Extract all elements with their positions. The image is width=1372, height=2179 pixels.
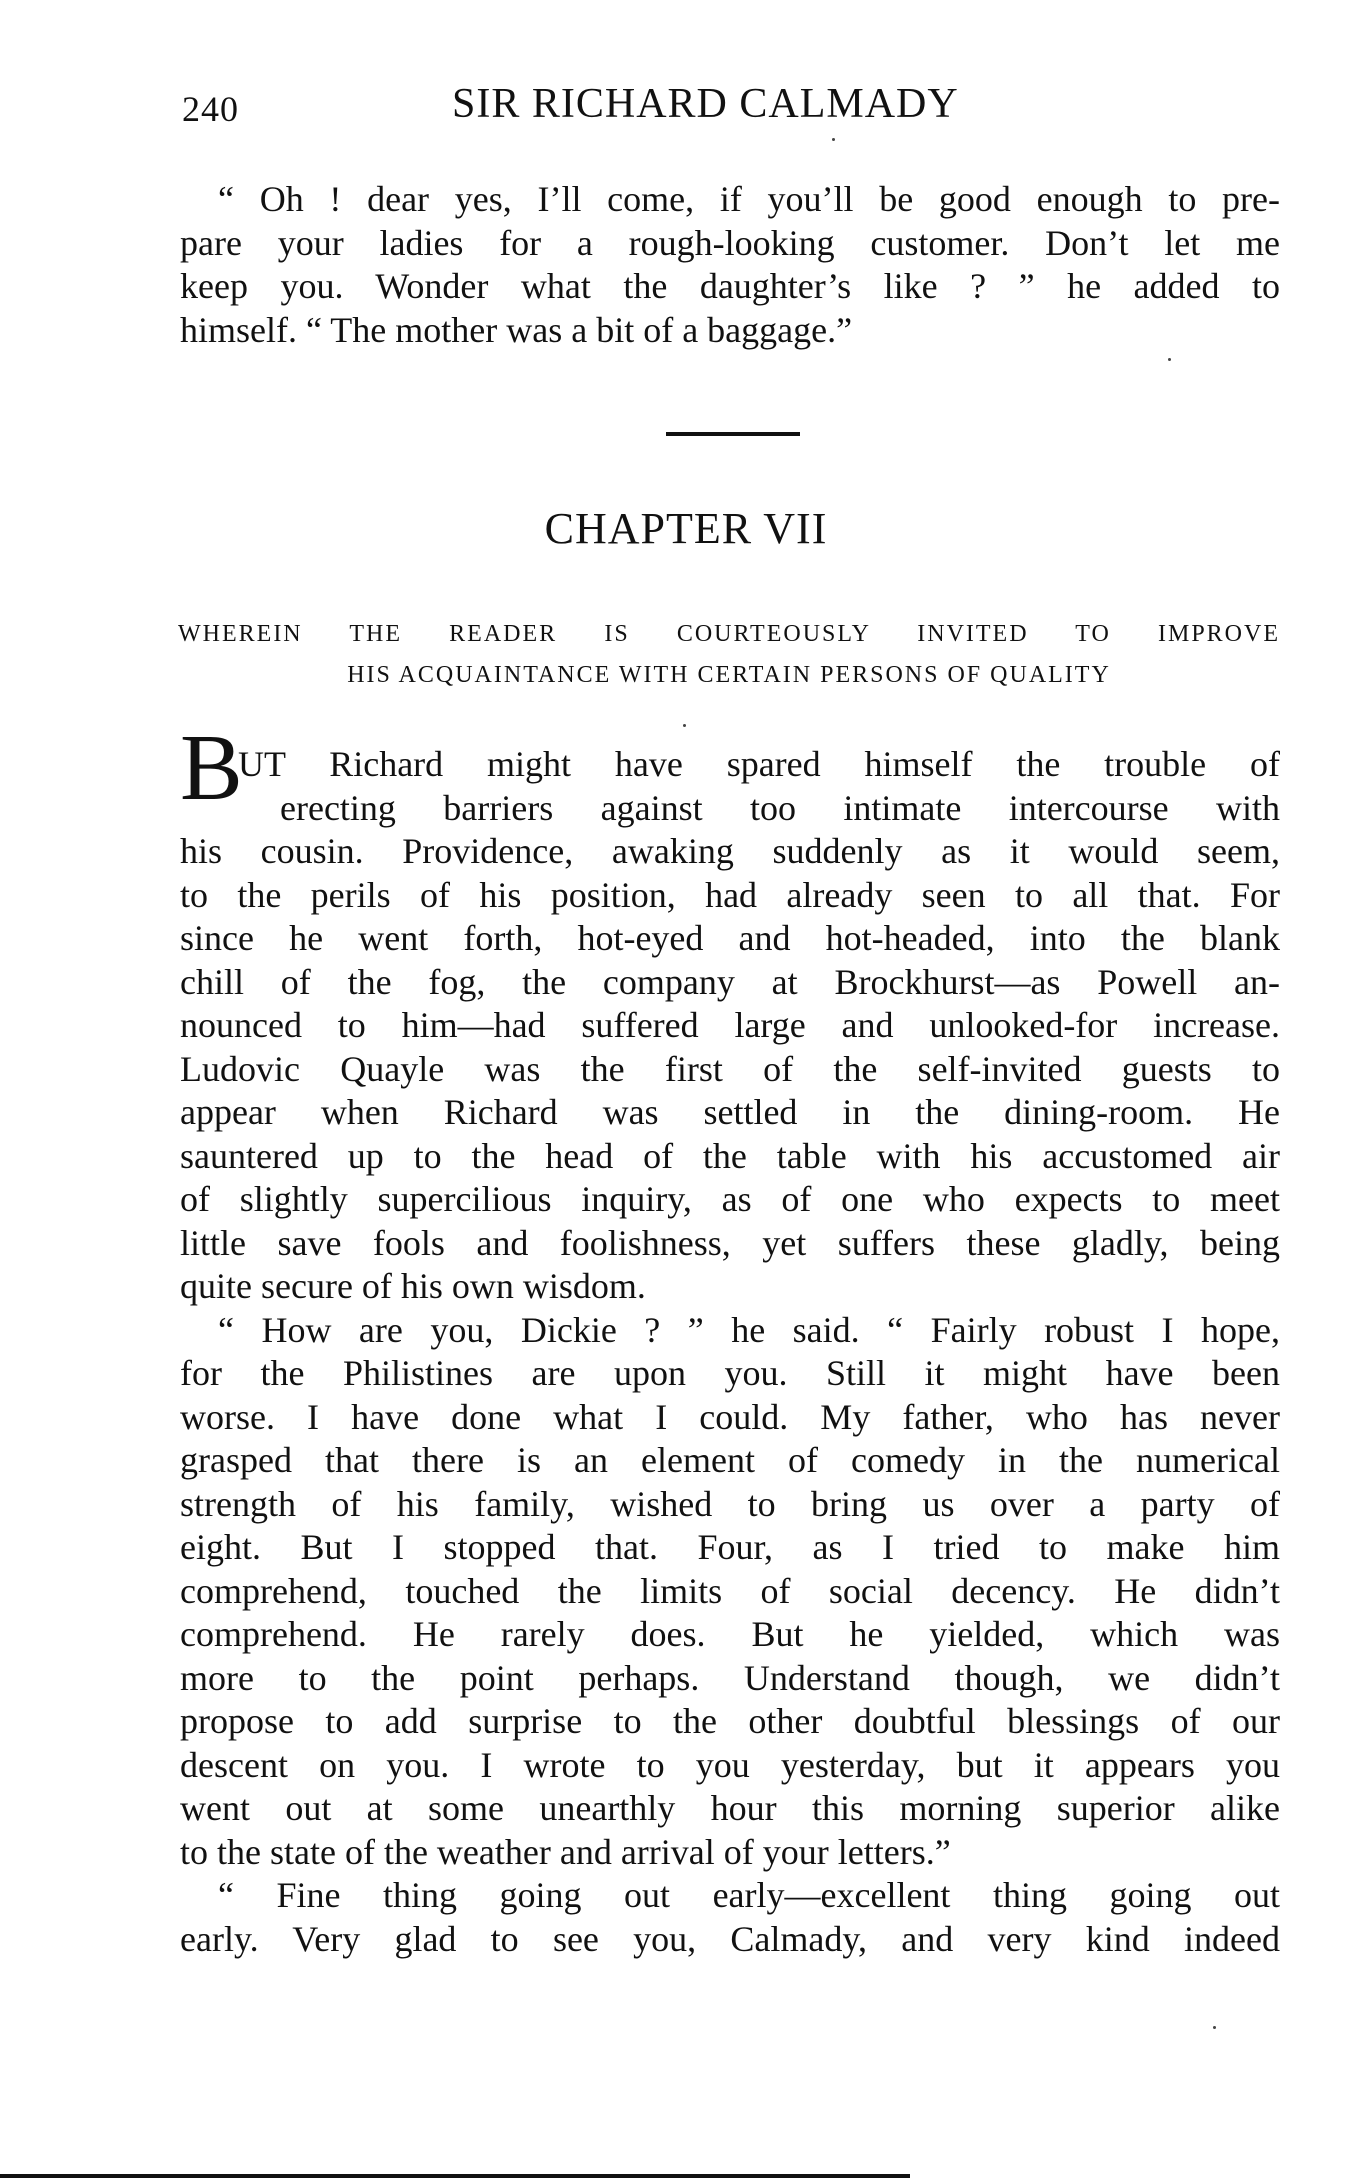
text-line: nounced to him—had suffered large and unlooked-for increase. xyxy=(180,1005,1280,1045)
text-line: “ How are you, Dickie ? ” he said. “ Fairly robust I hope, xyxy=(218,1309,1280,1350)
chapter-subtitle-line: WHEREIN THE READER IS COURTEOUSLY INVITED TO IMPROVE xyxy=(178,621,1280,647)
running-head xyxy=(182,80,1280,140)
text-line: Ludovic Quayle was the first of the self-invited guests to xyxy=(180,1048,1280,1089)
text-line: early. Very glad to see you, Calmady, and very kind indeed xyxy=(180,1918,1280,1959)
text-line: grasped that there is an element of comedy in the numerical xyxy=(180,1440,1280,1480)
text-line: went out at some unearthly hour this morning superior alike xyxy=(180,1788,1280,1828)
scan-speck xyxy=(832,138,835,141)
text-line: propose to add surprise to the other doubtful blessings of our xyxy=(180,1701,1280,1741)
text-line: for the Philistines are upon you. Still it might have been xyxy=(180,1353,1280,1393)
chapter-body xyxy=(180,743,1280,1961)
opening-paragraph xyxy=(180,178,1280,352)
text-line: quite secure of his own wisdom. xyxy=(180,1266,646,1306)
text-line: of slightly supercilious inquiry, as of one who expects to meet xyxy=(180,1179,1280,1219)
text-line: comprehend. He rarely does. But he yielded, which was xyxy=(180,1614,1280,1654)
scan-bottom-edge xyxy=(0,2174,910,2178)
text-line: his cousin. Providence, awaking suddenly as it would seem, xyxy=(180,831,1280,871)
text-line: chill of the fog, the company at Brockhurst—as Powell an- xyxy=(180,961,1280,1002)
drop-cap: B xyxy=(180,716,243,820)
section-divider-rule xyxy=(666,432,800,436)
text-line: since he went forth, hot-eyed and hot-headed, into the blank xyxy=(180,918,1280,958)
scan-speck xyxy=(1168,358,1171,361)
text-line: erecting barriers against too intimate intercourse with xyxy=(280,787,1280,828)
chapter-subtitle xyxy=(178,614,1280,696)
text-line: eight. But I stopped that. Four, as I tried to make him xyxy=(180,1527,1280,1567)
scan-speck xyxy=(683,724,686,727)
scan-speck xyxy=(1213,2026,1216,2029)
text-line: “ Fine thing going out early—excellent thing going out xyxy=(218,1875,1280,1915)
chapter-subtitle-line: HIS ACQUAINTANCE WITH CERTAIN PERSONS OF QUALITY xyxy=(347,662,1111,688)
text-line: more to the point perhaps. Understand though, we didn’t xyxy=(180,1657,1280,1698)
text-line: worse. I have done what I could. My father, who has never xyxy=(180,1396,1280,1437)
text-line: strength of his family, wished to bring us over a party of xyxy=(180,1483,1280,1524)
text-line: keep you. Wonder what the daughter’s like ? ” he added to xyxy=(180,266,1280,306)
text-line: descent on you. I wrote to you yesterday, but it appears you xyxy=(180,1744,1280,1785)
text-line: UT Richard might have spared himself the trouble of xyxy=(238,744,1280,784)
chapter-title: CHAPTER VII xyxy=(544,504,828,553)
text-line: comprehend, touched the limits of social decency. He didn’t xyxy=(180,1570,1280,1611)
page-number: 240 xyxy=(182,89,239,129)
text-line: to the perils of his position, had already seen to all that. For xyxy=(180,874,1280,915)
running-title: SIR RICHARD CALMADY xyxy=(452,81,959,127)
text-line: sauntered up to the head of the table with his accustomed air xyxy=(180,1135,1280,1176)
text-line: little save fools and foolishness, yet suffers these gladly, being xyxy=(180,1222,1280,1263)
text-line: to the state of the weather and arrival of your letters.” xyxy=(180,1831,951,1872)
text-line: appear when Richard was settled in the dining-room. He xyxy=(180,1092,1280,1132)
text-line: pare your ladies for a rough-looking customer. Don’t let me xyxy=(180,222,1280,263)
text-line: himself. “ The mother was a bit of a baggage.” xyxy=(180,309,853,350)
text-line: “ Oh ! dear yes, I’ll come, if you’ll be good enough to pre- xyxy=(218,179,1280,219)
